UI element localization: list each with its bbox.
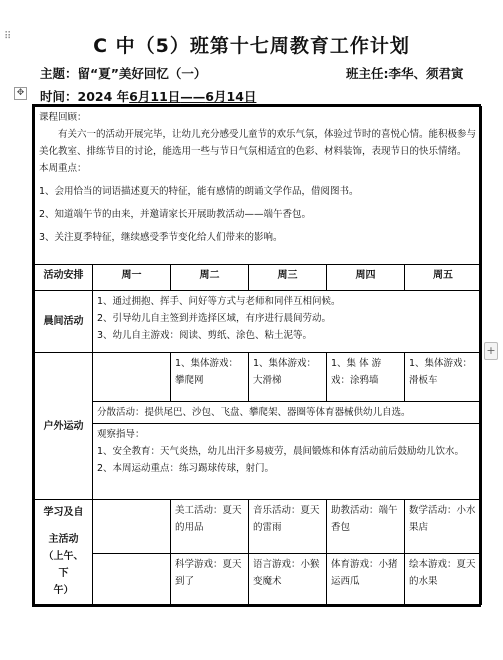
start-day: 11 xyxy=(150,89,168,104)
morning-line: 2、引导幼儿自主签到并选择区域，有序进行晨间劳动。 xyxy=(97,313,332,325)
learning-label-line: （上午、下 xyxy=(43,551,84,580)
learning-label-line: 午） xyxy=(53,585,74,597)
learning-game[interactable]: 绘本游戏：夏天的水果 xyxy=(405,553,482,604)
focus-point: 1、会用恰当的词语描述夏天的特征，能有感情的朗诵文学作品，借阅图书。 xyxy=(39,186,359,197)
plan-table-wrapper xyxy=(32,104,481,607)
guide-line: 2、本周运动重点：练习踢球传球，射门。 xyxy=(97,462,275,474)
focus-point: 2、知道端午节的由来，并邀请家长开展助教活动——端午香包。 xyxy=(39,209,312,220)
outdoor-group-tue[interactable]: 1、集体游戏：攀爬网 xyxy=(171,353,249,401)
side-add-button[interactable]: + xyxy=(484,342,498,360)
table-move-icon[interactable]: ✥ xyxy=(14,87,27,100)
guide-label: 观察指导： xyxy=(97,428,145,440)
outdoor-mon-empty[interactable] xyxy=(93,353,171,401)
learning-game[interactable]: 体育游戏：小猪运西瓜 xyxy=(327,553,405,604)
learning-activity[interactable]: 数学活动：小水果店 xyxy=(405,499,482,553)
end-month-char: 月 xyxy=(214,89,227,104)
outdoor-guidance[interactable] xyxy=(93,423,482,499)
time-separator: —— xyxy=(180,89,206,104)
theme-label: 主题：留“夏”美好回忆（一） xyxy=(40,66,207,81)
review-label: 课程回顾： xyxy=(39,112,87,123)
start-month: 6 xyxy=(129,89,138,104)
morning-line: 3、幼儿自主游戏：阅读、剪纸、涂色、粘土泥等。 xyxy=(97,330,313,342)
time-prefix: 时间：2024 年 xyxy=(40,89,130,104)
day-header-mon: 周一 xyxy=(93,265,171,291)
morning-content[interactable] xyxy=(93,291,482,353)
teacher-label: 班主任:李华、须君寅 xyxy=(346,66,464,81)
day-char: 日 xyxy=(167,89,181,104)
time-line xyxy=(40,87,256,105)
drag-handle-icon[interactable]: ⠿ xyxy=(4,31,13,42)
learning-mon-empty-2[interactable] xyxy=(93,553,171,604)
outdoor-group-fri[interactable]: 1、集体游戏：滑板车 xyxy=(405,353,482,401)
day-header-tue: 周二 xyxy=(171,265,249,291)
learning-activity[interactable]: 美工活动：夏天的用品 xyxy=(171,499,249,553)
day-header-thu: 周四 xyxy=(327,265,405,291)
day-header-wed: 周三 xyxy=(249,265,327,291)
outdoor-group-wed[interactable]: 1、集体游戏：大滑梯 xyxy=(249,353,327,401)
learning-label-line: 学习及自 xyxy=(43,507,84,519)
end-month: 6 xyxy=(205,89,214,104)
morning-line: 1、通过拥抱、挥手、问好等方式与老师和同伴互相问候。 xyxy=(97,296,341,308)
month-char: 月 xyxy=(137,89,151,104)
learning-game[interactable]: 科学游戏：夏天到了 xyxy=(171,553,249,604)
guide-line: 1、安全教育：天气炎热，幼儿出汗多易疲劳，晨间锻炼和体育活动前后鼓励幼儿饮水。 xyxy=(97,445,465,457)
plan-table xyxy=(34,106,482,605)
day-header-fri: 周五 xyxy=(405,265,482,291)
end-day-char: 日 xyxy=(243,89,257,104)
end-day: 14 xyxy=(226,89,244,104)
learning-mon-empty[interactable] xyxy=(93,499,171,553)
outdoor-group-thu[interactable]: 1、集 体 游 戏：涂鸦墙 xyxy=(327,353,405,401)
page-title: C 中（5）班第十七周教育工作计划 xyxy=(93,35,410,57)
learning-label-line: 主活动 xyxy=(48,534,79,546)
learning-game[interactable]: 语言游戏：小猴变魔术 xyxy=(249,553,327,604)
schedule-header-label: 活动安排 xyxy=(35,265,93,291)
morning-label: 晨间活动 xyxy=(35,291,93,353)
focus-point: 3、关注夏季特征，继续感受季节变化给人们带来的影响。 xyxy=(39,232,283,243)
learning-activity[interactable]: 助教活动：端午香包 xyxy=(327,499,405,553)
learning-activity[interactable]: 音乐活动：夏天的雷雨 xyxy=(249,499,327,553)
course-review-cell[interactable] xyxy=(35,107,482,265)
outdoor-split-activity[interactable]: 分散活动：提供尾巴、沙包、飞盘、攀爬架、器圈等体育器械供幼儿自选。 xyxy=(93,401,482,423)
focus-label: 本周重点： xyxy=(39,163,87,174)
outdoor-label: 户外运动 xyxy=(35,353,93,499)
review-text: 有关六一的活动开展完毕，让幼儿充分感受儿童节的欢乐气氛，体验过节时的喜悦心情。能积极参与美化教室、排练节目的讨论，能选用一些与节日气氛相适宜的色彩、材料装饰，表现节日的快乐情绪。 xyxy=(39,129,477,157)
learning-label xyxy=(35,499,93,604)
